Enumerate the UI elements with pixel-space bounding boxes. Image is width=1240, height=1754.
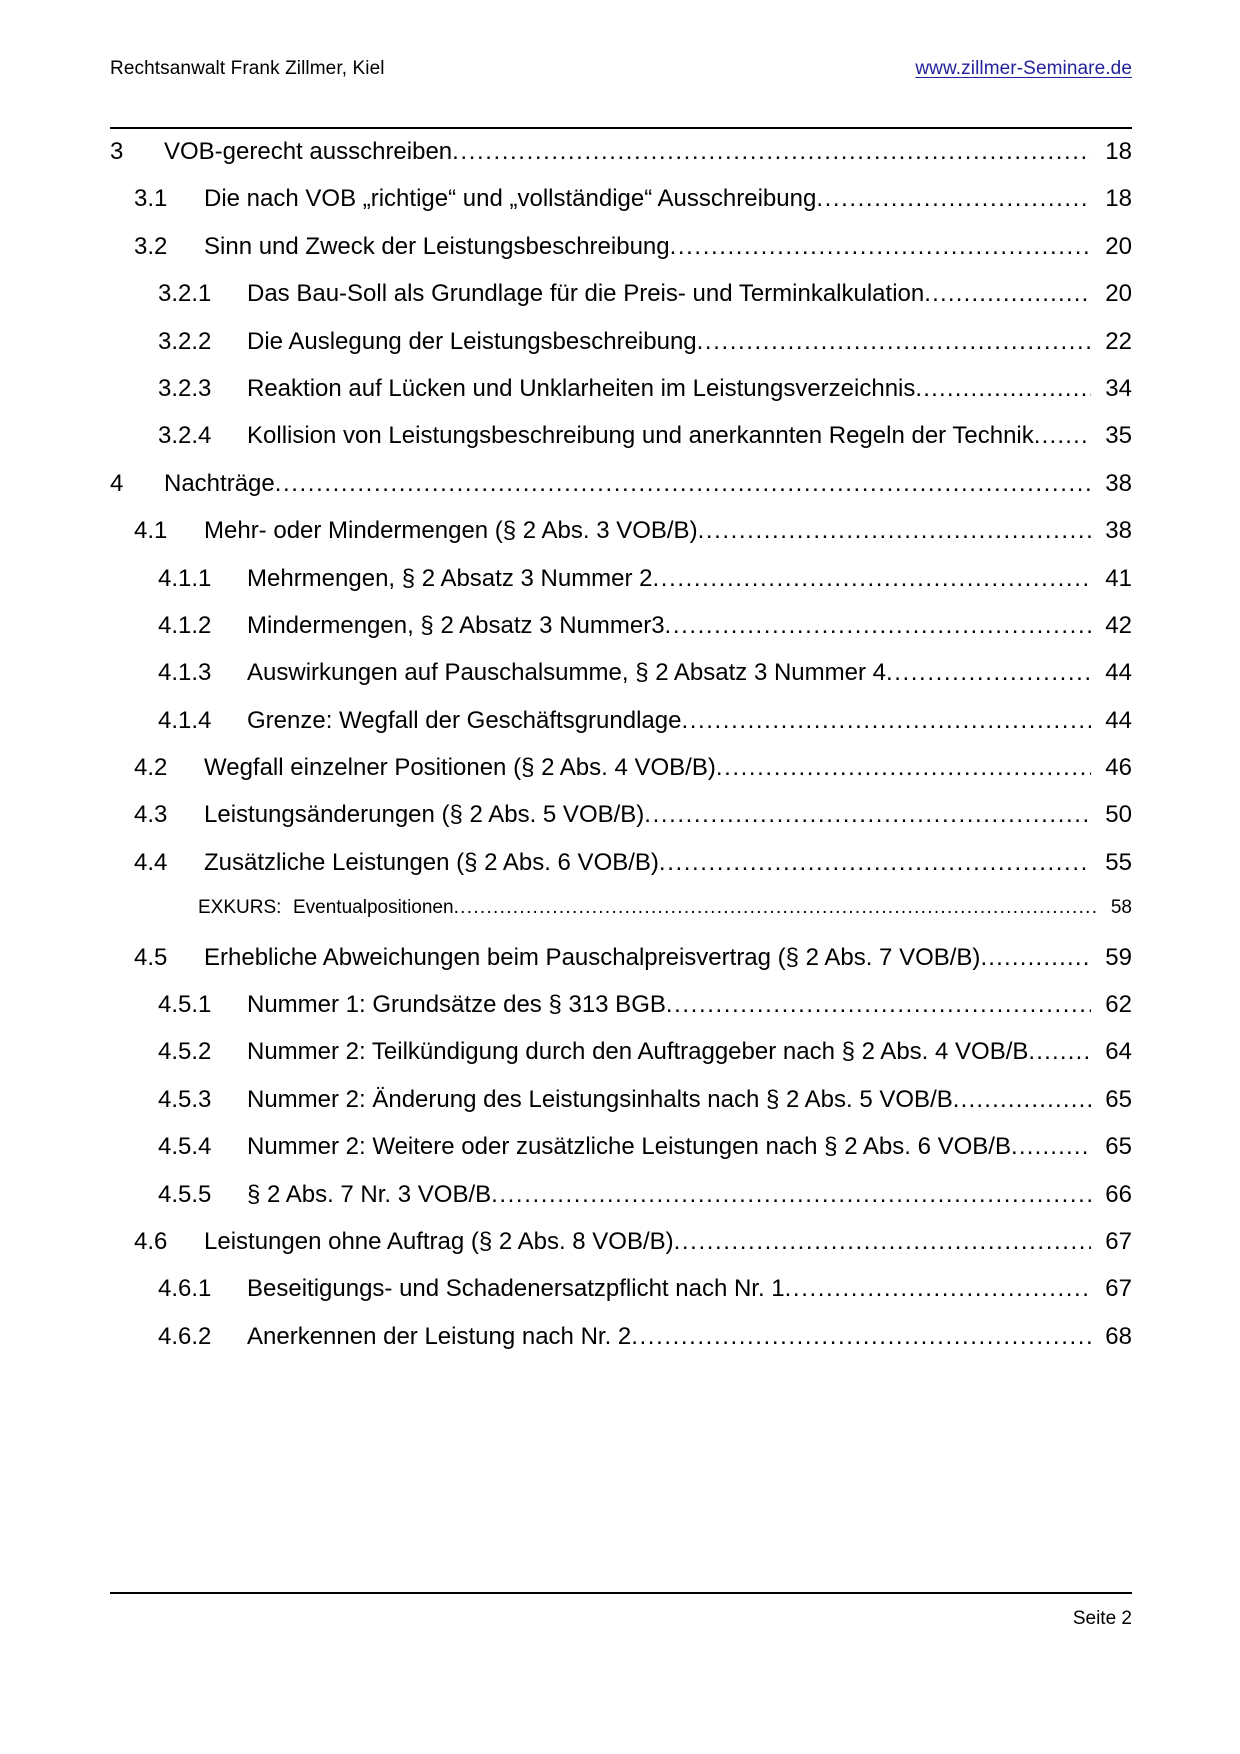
toc-leader-dots: [665, 614, 1091, 638]
toc-entry[interactable]: [110, 1180, 1132, 1230]
toc-entry[interactable]: [110, 611, 1132, 661]
toc-leader-dots: [697, 330, 1091, 354]
toc-entry-page: 59: [1105, 943, 1132, 971]
toc-entry-page: 46: [1105, 754, 1132, 782]
toc-leader-dots: [886, 661, 1091, 685]
toc-leader-dots: [698, 519, 1091, 543]
toc-entry-title: Nachträge: [164, 469, 275, 497]
toc-entry-page: 50: [1105, 801, 1132, 829]
toc-entry-title: Nummer 2: Teilkündigung durch den Auftraggeber nach § 2 Abs. 4 VOB/B: [247, 1038, 1029, 1066]
page-number-label: Seite 2: [1072, 1608, 1132, 1629]
toc-entry-page: 34: [1105, 374, 1132, 402]
toc-entry-number: 4.6: [134, 1227, 168, 1255]
toc-entry-number: 3: [110, 138, 124, 165]
toc-entry-title: Sinn und Zweck der Leistungsbeschreibung: [204, 232, 670, 260]
toc-entry-page: 55: [1105, 848, 1132, 876]
toc-leader-dots: [816, 187, 1091, 211]
toc-entry-title: Nummer 2: Weitere oder zusätzliche Leistungen nach § 2 Abs. 6 VOB/B: [247, 1133, 1011, 1161]
toc-entry[interactable]: [110, 327, 1132, 377]
toc-entry-number: 4.5.5: [158, 1180, 212, 1208]
toc-leader-dots: [644, 803, 1091, 827]
toc-entry[interactable]: [110, 898, 1132, 945]
toc-entry-number: 4.5.3: [158, 1085, 212, 1113]
toc-entry-title: Nummer 2: Änderung des Leistungsinhalts nach § 2 Abs. 5 VOB/B: [247, 1085, 953, 1113]
toc-entry[interactable]: [110, 1227, 1132, 1277]
toc-leader-dots: [915, 377, 1091, 401]
toc-entry-page: 65: [1105, 1133, 1132, 1161]
toc-entry-number: 3.2.2: [158, 327, 212, 355]
toc-entry-number: 4.5: [134, 943, 168, 971]
toc-entry-page: 35: [1105, 422, 1132, 450]
toc-entry-number: 3.2: [134, 232, 168, 260]
toc-entry-title: Reaktion auf Lücken und Unklarheiten im Leistungsverzeichnis: [247, 374, 916, 402]
toc-entry-title: Nummer 1: Grundsätze des § 313 BGB: [247, 991, 666, 1019]
toc-entry-title: Wegfall einzelner Positionen (§ 2 Abs. 4 VOB/B): [204, 754, 716, 782]
toc-entry-title: Beseitigungs- und Schadenersatzpflicht nach Nr. 1: [247, 1275, 785, 1303]
toc-entry-number: 4.5.4: [158, 1133, 212, 1161]
toc-entry[interactable]: [110, 1135, 1132, 1182]
toc-entry-number: 4.1.4: [158, 706, 212, 734]
toc-entry-page: 64: [1105, 1038, 1132, 1066]
toc-entry-number: EXKURS:: [198, 897, 282, 919]
toc-leader-dots: [785, 1277, 1091, 1301]
toc-entry[interactable]: [110, 1085, 1132, 1135]
toc-leader-dots: [1011, 1135, 1091, 1159]
toc-entry-page: 68: [1105, 1322, 1132, 1350]
toc-entry[interactable]: [110, 187, 1132, 234]
toc-entry[interactable]: [110, 848, 1132, 898]
toc-entry-title: Mehrmengen, § 2 Absatz 3 Nummer 2: [247, 564, 653, 592]
toc-entry-number: 4.1.3: [158, 659, 212, 687]
toc-leader-dots: [953, 1088, 1091, 1112]
toc-leader-dots: [924, 282, 1091, 306]
toc-entry-number: 4.1.1: [158, 564, 212, 592]
toc-entry[interactable]: [110, 943, 1132, 993]
toc-entry-title: Eventualpositionen: [293, 897, 454, 919]
toc-entry-title: Mindermengen, § 2 Absatz 3 Nummer3: [247, 611, 665, 639]
toc-leader-dots: [666, 993, 1091, 1017]
toc-entry-number: 4.1: [134, 517, 168, 545]
toc-leader-dots: [631, 1325, 1091, 1349]
toc-entry[interactable]: [110, 756, 1132, 803]
table-of-contents: [110, 140, 1132, 1372]
toc-entry-title: Das Bau-Soll als Grundlage für die Preis- und Terminkalkulation: [247, 280, 925, 308]
toc-entry-page: 67: [1105, 1275, 1132, 1303]
toc-entry[interactable]: [110, 1040, 1132, 1087]
toc-entry-page: 44: [1105, 706, 1132, 734]
toc-entry-title: Die Auslegung der Leistungsbeschreibung: [247, 327, 697, 355]
toc-entry[interactable]: [110, 519, 1132, 566]
page-header: [110, 58, 1132, 80]
toc-entry-page: 66: [1105, 1180, 1132, 1208]
toc-entry-page: 20: [1105, 232, 1132, 260]
toc-entry-title: VOB-gerecht ausschreiben: [164, 138, 453, 165]
toc-entry-title: Zusätzliche Leistungen (§ 2 Abs. 6 VOB/B): [204, 848, 659, 876]
toc-entry-page: 42: [1105, 611, 1132, 639]
header-website-link[interactable]: www.zillmer-Seminare.de: [915, 58, 1132, 79]
toc-entry-page: 62: [1105, 991, 1132, 1019]
toc-entry-page: 44: [1105, 659, 1132, 687]
toc-entry-number: 4.3: [134, 801, 168, 829]
toc-entry-page: 58: [1110, 897, 1132, 919]
toc-entry[interactable]: [110, 374, 1132, 424]
toc-entry-number: 4: [110, 469, 124, 497]
toc-entry-title: Leistungsänderungen (§ 2 Abs. 5 VOB/B): [204, 801, 645, 829]
toc-leader-dots: [491, 1183, 1091, 1207]
toc-entry-number: 4.6.1: [158, 1275, 212, 1303]
toc-entry-number: 4.5.2: [158, 1038, 212, 1066]
toc-entry[interactable]: [110, 803, 1132, 850]
toc-leader-dots: [674, 1230, 1091, 1254]
toc-entry[interactable]: [110, 140, 1132, 187]
toc-leader-dots: [275, 472, 1091, 496]
toc-entry[interactable]: [110, 469, 1132, 519]
toc-entry-number: 4.2: [134, 754, 168, 782]
toc-entry-title: Erhebliche Abweichungen beim Pauschalpreisvertrag (§ 2 Abs. 7 VOB/B): [204, 943, 981, 971]
toc-entry-page: 41: [1105, 564, 1132, 592]
toc-entry-page: 22: [1105, 327, 1132, 355]
toc-entry-page: 38: [1105, 469, 1132, 497]
toc-entry[interactable]: [110, 564, 1132, 614]
footer-divider: [110, 1592, 1132, 1594]
toc-leader-dots: [1034, 424, 1091, 448]
toc-entry-title: Grenze: Wegfall der Geschäftsgrundlage: [247, 706, 682, 734]
toc-entry-number: 3.2.4: [158, 422, 212, 450]
toc-leader-dots: [1028, 1040, 1091, 1064]
toc-entry-title: Leistungen ohne Auftrag (§ 2 Abs. 8 VOB/B): [204, 1227, 674, 1255]
toc-entry-title: § 2 Abs. 7 Nr. 3 VOB/B: [247, 1180, 492, 1208]
toc-leader-dots: [980, 946, 1091, 970]
toc-entry-title: Mehr- oder Mindermengen (§ 2 Abs. 3 VOB/B): [204, 517, 698, 545]
toc-entry-page: 38: [1105, 517, 1132, 545]
toc-entry[interactable]: [110, 1322, 1132, 1372]
toc-entry-number: 4.6.2: [158, 1322, 212, 1350]
page-footer: [110, 1608, 1132, 1630]
toc-entry[interactable]: [110, 1277, 1132, 1324]
toc-entry[interactable]: [110, 232, 1132, 282]
toc-entry[interactable]: [110, 424, 1132, 471]
toc-entry-page: 65: [1105, 1085, 1132, 1113]
toc-entry-page: 20: [1105, 280, 1132, 308]
toc-entry-title: Auswirkungen auf Pauschalsumme, § 2 Absatz 3 Nummer 4: [247, 659, 886, 687]
toc-entry[interactable]: [110, 706, 1132, 756]
toc-entry-number: 3.1: [134, 185, 168, 213]
toc-entry-number: 3.2.1: [158, 280, 212, 308]
toc-entry-page: 67: [1105, 1227, 1132, 1255]
toc-entry-number: 4.1.2: [158, 611, 212, 639]
toc-entry[interactable]: [110, 993, 1132, 1040]
toc-entry-title: Kollision von Leistungsbeschreibung und anerkannten Regeln der Technik: [247, 422, 1034, 450]
header-divider: [110, 127, 1132, 129]
toc-leader-dots: [670, 235, 1091, 259]
toc-entry-page: 18: [1105, 185, 1132, 213]
toc-entry-page: 18: [1105, 138, 1132, 165]
toc-leader-dots: [452, 140, 1091, 164]
toc-leader-dots: [681, 709, 1091, 733]
header-author: Rechtsanwalt Frank Zillmer, Kiel: [110, 58, 385, 79]
toc-entry-title: Die nach VOB „richtige“ und „vollständige“ Ausschreibung: [204, 185, 817, 213]
toc-entry-title: Anerkennen der Leistung nach Nr. 2: [247, 1322, 632, 1350]
toc-entry-number: 4.4: [134, 848, 168, 876]
toc-entry-number: 3.2.3: [158, 374, 212, 402]
toc-leader-dots: [653, 567, 1091, 591]
toc-leader-dots: [716, 756, 1091, 780]
toc-entry-number: 4.5.1: [158, 991, 212, 1019]
toc-leader-dots: [454, 898, 1097, 917]
toc-entry[interactable]: [110, 282, 1132, 329]
toc-leader-dots: [659, 851, 1091, 875]
toc-entry[interactable]: [110, 661, 1132, 708]
